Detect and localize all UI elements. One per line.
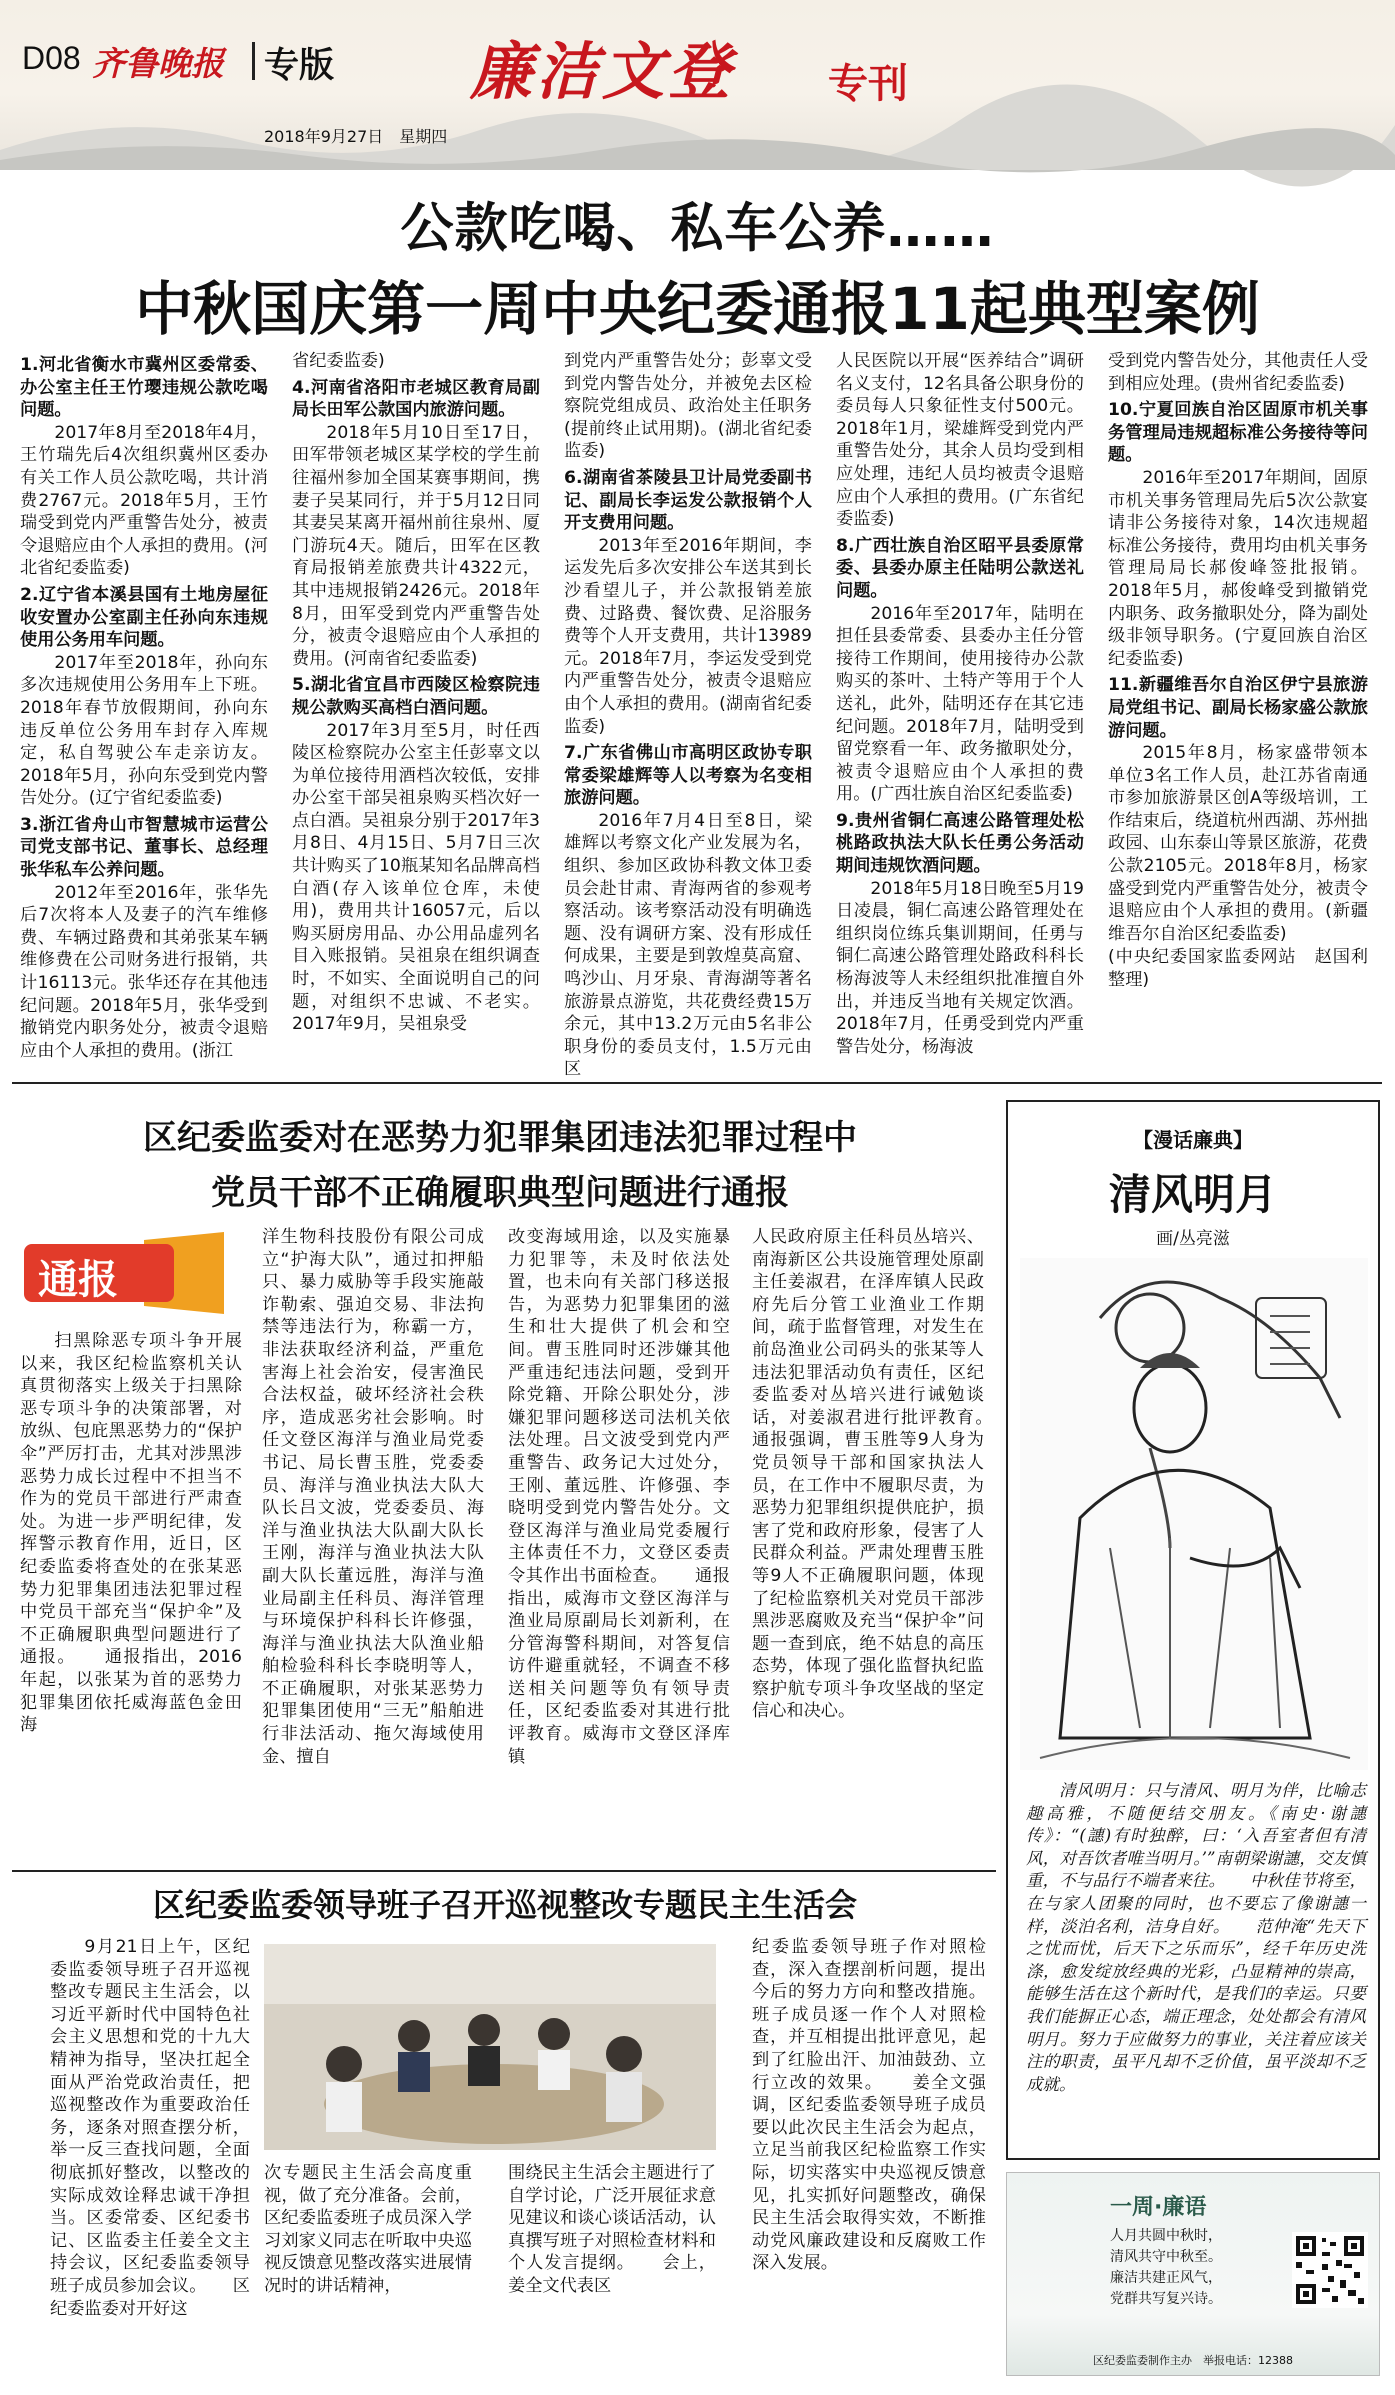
meeting-col1-text: 9月21日上午，区纪委监委领导班子召开巡视整改专题民主生活会，以习近平新时代中国特色社会主义思想和党的十九大精神为指导，坚决扛起全面从严治党政治责任，把巡视整改作为重要政治任务，逐条对照查摆分析，举一反三查找问题，全面彻底抓好整改，以整改的实际成效诠释忠诚干净担当。区委常委、区纪委书记、区监委主任姜全文主持会议，区纪委监委领导班子成员参加会议。 区纪委监委对开好这 — [50, 1937, 250, 2319]
meeting-col3-text: 围绕民主生活会主题进行了自学讨论，广泛开展征求意见建议和谈心谈话活动，认真撰写班子对照检查材料和个人发言提纲。 会上，姜全文代表区 — [508, 2163, 716, 2296]
report-column — [262, 1226, 484, 1866]
report-column — [752, 1226, 1019, 1866]
case-body: 2016年7月4日至8日，梁雄辉以考察文化产业发展为名，组织、参加区政协科教文体卫委员会赴甘肃、青海两省的参观考察活动。该考察活动没有明确选题、没有调研方案、没有形成任何成果，主要是到敦煌莫高窟、鸣沙山、月牙泉、青海湖等著名旅游景点游览，共花费经费15万余元，其中13.2万元由5名非公职身份的委员支付，1.5万元由区 — [564, 810, 812, 1080]
case-body: 2013年至2016年期间，李运发先后多次安排公车送其到长沙看望儿子，并公款报销差旅费、过路费、餐饮费、足浴服务费等个人开支费用，共计13989元。2018年7月，李运发受到党内严重警告处分，被责令退赔应由个人承担的费用。(湖南省纪委监委) — [564, 535, 812, 737]
cartoon-illustration — [1020, 1258, 1368, 1770]
cartoon-title: 清风明月 — [1108, 1170, 1277, 1219]
case-body: (中央纪委国家监委网站 赵国利 整理) — [1108, 947, 1386, 991]
report-badge — [24, 1232, 234, 1314]
report-title-line2: 党员干部不正确履职典型问题进行通报 — [211, 1173, 789, 1213]
meeting-photo — [264, 1944, 716, 2150]
case-body: 2017年至2018年，孙向东多次违规使用公务用车上下班。2018年春节放假期间，孙向东违反单位公务用车封存入库规定，私自驾驶公车走亲访友。2018年5月，孙向东受到党内警告处分。(辽宁省纪委监委) — [20, 652, 268, 809]
case-body: 到党内严重警告处分；彭辜文受到党内警告处分，并被免去区检察院党组成员、政治处主任职务(提前终止试用期)。(湖北省纪委监委) — [564, 351, 812, 462]
case-title: 1.河北省衡水市冀州区委常委、办公室主任王竹璎违规公款吃喝问题。 — [20, 355, 268, 421]
meeting-column — [264, 2162, 472, 2372]
divider-bar — [252, 42, 255, 80]
section-label: 专版 — [264, 46, 335, 86]
cartoon-caption-text: 清风明月：只与清风、明月为伴，比喻志趣高雅，不随便结交朋友。《南史·谢譓传》：“(譓)有时独醉，曰：‘入吾室者但有清风，对吾饮者唯当明月。’”南朝梁谢譓，交友慎重，不与品行不端者来往。 中秋佳节将至，在与家人团聚的同时，也不要忘了像谢譓一样，淡泊名利，洁身自好。 范仲淹“先天下之忧而忧，后天下之乐而乐”，经千年历史洗涤，愈发绽放经典的光彩，凸显精神的崇高，能够生活在这个新时代，是我们的幸运。只要我们能摒正心态，端正理念，处处都会有清风明月。努力于应做努力的事业，关注着应该关注的职责，虽平凡却不乏价值，虽平淡却不乏成就。 — [1026, 1781, 1366, 2094]
meeting-column — [50, 1936, 250, 2364]
promo-title: 一周·廉语 — [1110, 2195, 1207, 2220]
promo-line: 党群共写复兴诗。 — [1110, 2291, 1222, 2307]
case-body: 省纪委监委) — [292, 351, 385, 371]
case-title: 10.宁夏回族自治区固原市机关事务管理局违规超标准公务接待等问题。 — [1108, 400, 1368, 466]
cartoon-author: 画/丛亮滋 — [1156, 1229, 1230, 1249]
case-body: 2018年5月18日晚至5月19日凌晨，铜仁高速公路管理处在组织岗位练兵集训期间，任勇与铜仁高速公路管理处路政科科长杨海波等人未经组织批准擅自外出，并违反当地有关规定饮酒。2018年7月，任勇受到党内严重警告处分，杨海波 — [836, 878, 1084, 1057]
case-body: 2015年8月，杨家盛带领本单位3名工作人员，赴江苏省南通市参加旅游景区创A等级培训，工作结束后，绕道杭州西湖、苏州拙政园、山东泰山等景区旅游，花费公款2105元。2018年8月，杨家盛受到党内严重警告处分，被责令退赔应由个人承担的费用。(新疆维吾尔自治区纪委监委) — [1108, 743, 1368, 944]
case-title: 4.河南省洛阳市老城区教育局副局长田军公款国内旅游问题。 — [292, 377, 540, 421]
case-body: 2018年5月10日至17日，田军带领老城区某学校的学生前往福州参加全国某赛事期间，携妻子吴某同行，并于5月12日同其妻吴某离开福州前往泉州、厦门游玩4天。随后，田军在区教育局报销差旅费共计4322元，其中违规报销2426元。2018年8月，田军受到党内严重警告处分，被责令退赔应由个人承担的费用。(河南省纪委监委) — [292, 422, 540, 669]
case-title: 2.辽宁省本溪县国有土地房屋征收安置办公室副主任孙向东违规使用公务用车问题。 — [20, 584, 268, 651]
lead-column — [1108, 350, 1386, 1070]
promo-footer: 区纪委监委制作主办 举报电话：12388 — [1093, 2354, 1293, 2367]
promo-lines — [1110, 2226, 1280, 2310]
promo-line: 人月共圆中秋时， — [1110, 2228, 1222, 2244]
case-body: 受到党内警告处分，其他责任人受到相应处理。(贵州省纪委监委) — [1108, 351, 1368, 394]
page-number: D08 — [22, 40, 81, 76]
section-divider — [12, 1082, 1382, 1084]
lead-column — [836, 350, 1084, 1070]
meeting-col4-text: 纪委监委领导班子作对照检查，深入查摆剖析问题，提出今后的努力方向和整改措施。班子成员逐一作个人对照检查，并互相提出批评意见，起到了红脸出汗、加油鼓劲、立行立改的效果。 姜全文强调，区纪委监委领导班子成员要以此次民主生活会为起点，立足当前我区纪检监察工作实际，切实落实中央巡视反馈意见，扎实抓好问题整改，确保民主生活会取得实效，不断推动党风廉政建设和反腐败工作深入发展。 — [752, 1937, 986, 2274]
case-body: 2016年至2017年，陆明在担任县委常委、县委办主任分管接待工作期间，使用接待办公款购买的茶叶、土特产等用于个人送礼，此外，陆明还存在其它违纪问题。2018年7月，陆明受到留党察看一年、政务撤职处分，被责令退赔应由个人承担的费用。(广西壮族自治区纪委监委) — [836, 603, 1084, 805]
report-col4-text: 人民政府原主任科员丛培兴、南海新区公共设施管理处原副主任姜淑君，在泽库镇人民政府先后分管工业渔业工作期间，疏于监督管理，对发生在前岛渔业公司码头的张某等人违法犯罪活动负有责任，区纪委监委对丛培兴进行诫勉谈话，对姜淑君进行批评教育。 通报强调，曹玉胜等9人身为党员领导干部和国家执法人员，在工作中不履职尽责，为恶势力犯罪组织提供庇护，损害了党和政府形象，侵害了人民群众利益。严肃处理曹玉胜等9人不正确履职问题，体现了纪检监察机关对党员干部涉黑涉恶腐败及充当“保护伞”问题一查到底，绝不姑息的高压态势，体现了强化监督执纪监察护航专项斗争攻坚战的坚定信心和决心。 — [752, 1227, 1019, 1722]
meeting-photo-image — [264, 1944, 716, 2150]
case-title: 3.浙江省舟山市智慧城市运营公司党支部书记、董事长、总经理张华私车公养问题。 — [20, 814, 268, 881]
report-col2-text: 洋生物科技股份有限公司成立“护海大队”，通过扣押船只、暴力威胁等手段实施敲诈勒索、强迫交易、非法拘禁等违法行为，称霸一方，非法获取经济利益，严重危害海上社会治安，侵害渔民合法权益，破坏经济社会秩序，造成恶劣社会影响。时任文登区海洋与渔业局党委书记、局长曹玉胜，党委委员、海洋与渔业执法大队大队长吕文波，党委委员、海洋与渔业执法大队副大队长王刚，海洋与渔业执法大队副大队长董远胜，海洋与渔业局副主任科员、海洋管理与环境保护科科长许修强，海洋与渔业执法大队渔业船舶检验科科长李晓明等人，不正确履职，对张某恶势力犯罪集团使用“三无”船舶进行非法活动、拖欠海域使用金、擅自 — [262, 1227, 484, 1767]
report-col3-text: 改变海域用途，以及实施暴力犯罪等，未及时依法处置，也未向有关部门移送报告，为恶势力犯罪集团的滋生和壮大提供了机会和空间。曹玉胜同时还涉嫌其他严重违纪违法问题，受到开除党籍、开除公职处分，涉嫌犯罪问题移送司法机关依法处理。吕文波受到党内严重警告、政务记大过处分，王刚、董远胜、许修强、李晓明受到党内警告处分。文登区海洋与渔业局党委履行主体责任不力，文登区委责令其作出书面检查。 通报指出，威海市文登区海洋与渔业局原副局长刘新利，在分管海警科期间，对答复信访件避重就轻，不调查不移送相关问题等负有领导责任，区纪委监委对其进行批评教育。威海市文登区泽库镇 — [508, 1227, 730, 1767]
case-body: 2016年至2017年期间，固原市机关事务管理局先后5次公款宴请非公务接待对象，14次违规超标准公务接待，费用均由机关事务管理局局长郝俊峰签批报销。2018年5月，郝俊峰受到撤销党内职务、政务撤职处分，降为副处级非领导职务。(宁夏回族自治区纪委监委) — [1108, 467, 1368, 669]
case-body: 2017年8月至2018年4月，王竹瑞先后4次组织冀州区委办有关工作人员公款吃喝，共计消费2767元。2018年5月，王竹瑞受到党内严重警告处分，被责令退赔应由个人承担的费用。(河北省纪委监委) — [20, 422, 268, 579]
cartoon-header: 【漫话廉典】 — [1133, 1128, 1253, 1152]
case-title: 6.湖南省茶陵县卫计局党委副书记、副局长李运发公款报销个人开支费用问题。 — [564, 467, 812, 534]
meeting-column — [508, 2162, 716, 2372]
lead-title-line1: 公款吃喝、私车公养…… — [400, 198, 995, 259]
qr-code-icon — [1292, 2232, 1368, 2308]
lead-column — [292, 350, 540, 1070]
feature-suffix: 专刊 — [828, 61, 908, 107]
report-title-line1: 区纪委监委对在恶势力犯罪集团违法犯罪过程中 — [143, 1118, 857, 1158]
feature-logo: 廉洁文登 — [470, 35, 735, 108]
case-body: 2017年3月至5月，时任西陵区检察院办公室主任彭辜文以为单位接待用酒档次较低，安排办公室干部吴祖泉购买档次好一点白酒。吴祖泉分别于2017年3月8日、4月15日、5月7日三次共计购买了10瓶某知名品牌高档白酒(存入该单位仓库，未使用)，费用共计16057元，后以购买厨房用品、办公用品虚列名目入账报销。吴祖泉在组织调查时，不如实、全面说明自己的问题，对组织不忠诚、不老实。2017年9月，吴祖泉受 — [292, 720, 540, 1035]
case-body: 人民医院以开展“医养结合”调研名义支付，12名具备公职身份的委员每人只象征性支付500元。2018年1月，梁雄辉受到党内严重警告处分，其余人员均受到相应处理，违纪人员均被责令退赔应由个人承担的费用。(广东省纪委监委) — [836, 351, 1084, 530]
case-title: 11.新疆维吾尔自治区伊宁县旅游局党组书记、副局长杨家盛公款旅游问题。 — [1108, 675, 1368, 741]
promo-line: 清风共守中秋至。 — [1110, 2249, 1222, 2265]
issue-date: 2018年9月27日 星期四 — [264, 127, 448, 146]
case-title: 8.广西壮族自治区昭平县委原常委、县委办原主任陆明公款送礼问题。 — [836, 535, 1084, 601]
report-col1-text: 扫黑除恶专项斗争开展以来，我区纪检监察机关认真贯彻落实上级关于扫黑除恶专项斗争的决策部署，对放纵、包庇黑恶势力的“保护伞”严厉打击，尤其对涉黑涉恶势力成长过程中不担当不作为的党员干部进行严肃查处。为进一步严明纪律，发挥警示教育作用，近日，区纪委监委将查处的在张某恶势力犯罪集团违法犯罪过程中党员干部充当“保护伞”及不正确履职典型问题进行了通报。 通报指出，2016年起，以张某为首的恶势力犯罪集团依托威海蓝色金田海 — [20, 1331, 242, 1736]
case-title: 7.广东省佛山市高明区政协专职常委梁雄辉等人以考察为名变相旅游问题。 — [564, 743, 812, 809]
case-title: 9.贵州省铜仁高速公路管理处松桃路政执法大队长任勇公务活动期间违规饮酒问题。 — [836, 810, 1084, 877]
section-divider — [12, 1870, 996, 1872]
cartoon-caption — [1026, 1780, 1366, 2148]
meeting-column — [752, 1936, 986, 2364]
case-title: 5.湖北省宜昌市西陵区检察院违规公款购买高档白酒问题。 — [292, 675, 540, 718]
lead-column — [20, 350, 268, 1070]
promo-line: 廉洁共建正风气， — [1110, 2270, 1222, 2286]
lead-column — [564, 350, 812, 1080]
meeting-col2-text: 次专题民主生活会高度重视，做了充分准备。会前，区纪委监委班子成员深入学习刘家义同志在听取中央巡视反馈意见整改落实进展情况时的讲话精神， — [264, 2163, 472, 2296]
report-badge-text: 通报 — [38, 1257, 118, 1303]
case-body: 2012年至2016年，张华先后7次将本人及妻子的汽车维修费、车辆过路费和其弟张某车辆维修费在公司财务进行报销，共计16113元。张华还存在其他违纪问题。2018年5月，张华受到撤销党内职务处分，被责令退赔应由个人承担的费用。(浙江 — [20, 882, 268, 1061]
meeting-title: 区纪委监委领导班子召开巡视整改专题民主生活会 — [152, 1886, 857, 1924]
lead-title-line2: 中秋国庆第一周中央纪委通报11起典型案例 — [135, 275, 1260, 343]
report-column — [20, 1330, 242, 1865]
report-column — [508, 1226, 730, 1866]
paper-logo: 齐鲁晚报 — [92, 44, 224, 83]
